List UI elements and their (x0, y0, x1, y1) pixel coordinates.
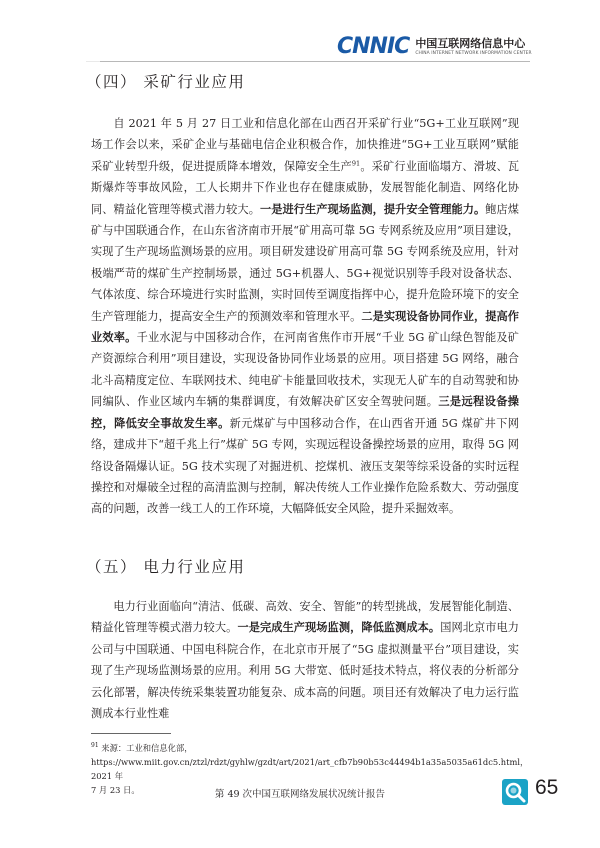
bold-lead: 二是实现设备协同作业，提高作业效率。 (91, 308, 519, 345)
bold-lead: 三是远程设备操控，降低安全事故发生率。 (91, 394, 519, 430)
text-run: 自 2021 年 5 月 27 日工业和信息化部在山西召开采矿行业“5G+工业互联网”现场工作会以来，采矿企业与基础电信企业积极合作，加快推进“5G+工业互联网”赋能采矿业转型升级，促进提质降本增效，保障安全生产 (91, 117, 519, 173)
logo-text: CNNIC (337, 34, 410, 59)
footnote-date: 7 月 23 日。 (91, 784, 140, 795)
footnote-number: 91 (91, 742, 99, 749)
text-run: 千业水泥与中国移动合作，在河南省焦作市开展“千业 5G 矿山绿色智能及矿产资源综合利用”项目建设，实现设备协同作业场景的应用。项目搭建 5G 网络，融合北斗高精度定位、车联网技术、纯电矿卡能量回收技术，实现无人矿车的自动驾驶和协同编队、作业区域内车辆的集群调度，有效解决矿区安全驾驶问题。 (91, 331, 519, 409)
section-title-mining: （四） 采矿行业应用 (86, 73, 246, 91)
footer-report-title: 第 49 次中国互联网络发展状况统计报告 (214, 789, 386, 800)
section-title-power: （五） 电力行业应用 (86, 558, 246, 576)
bold-lead: 一是进行生产现场监测，提升安全管理能力。 (259, 201, 486, 216)
paragraph-power (91, 596, 519, 724)
cnnic-logo (337, 36, 532, 58)
page-header (0, 0, 600, 62)
text-run: 鲍店煤矿与中国联通合作，在山东省济南市开展“矿用高可靠 5G 专网系统及应用”项目建设，实现了生产现场监测场景的应用。项目研发建设矿用高可靠 5G 专网系统及应用，针对极端严苛的煤矿生产控制场景，通过 5G+机器人、5G+视觉识别等手段对设备状态、气体浓度、综合环境进行实时监测，实时回传至调度指挥中心，提升危险环境下的安全生产管理能力，提高安全生产的预测效率和管理水平。 (91, 202, 519, 323)
text-run: 新元煤矿与中国移动合作，在山西省开通 5G 煤矿井下网络，建成井下“超千兆上行”煤矿 5G 专网，实现远程设备操控场景的应用，取得 5G 网络设备隔爆认证。5G 技术实现了对掘进机、挖煤机、液压支架等综采设备的实时远程操控和对爆破全过程的高清监测与控制，解决传统人工作业操作危险系数大、劳动强度高的问题，改善一线工人的工作环境，大幅降低安全风险，提升采掘效率。 (91, 416, 519, 516)
footnote-source: 来源：工业和信息化部， (98, 742, 193, 753)
org-name-cn: 中国互联网络信息中心 (415, 37, 526, 50)
paragraph-mining (91, 113, 519, 520)
header-divider (100, 61, 530, 62)
footnote-url: https://www.miit.gov.cn/ztzl/rdzt/gyhlw/gzdt/art/2021/art_cfb7b90b53c44494b1a35a5035a61dc5.html，2021 年 (91, 756, 529, 781)
org-name-en: CHINA INTERNET NETWORK INFORMATION CENTER (415, 51, 532, 56)
footnote-divider (91, 733, 171, 734)
logo-org-names (415, 38, 531, 57)
text-run: 国网北京市电力公司与中国联通、中国电科院合作，在北京市开展了“5G 虚拟测量平台”项目建设，实现了生产现场监测场景的应用。利用 5G 大带宽、低时延技术特点，将仪表的分析部分云化部署，解决传统采集装置功能复杂、成本高的问题。项目还有效解决了电力运行监测成本行业性难 (91, 621, 519, 721)
text-run: 电力行业面临向“清洁、低碳、高效、安全、智能”的转型挑战，发展智能化制造、精益化管理等模式潜力较大。 (91, 600, 519, 635)
bold-lead: 一是完成生产现场监测，降低监测成本。 (237, 620, 441, 635)
footnote-ref: 91 (351, 159, 361, 168)
search-magnifier-icon (502, 779, 528, 805)
page-number: 65 (535, 776, 559, 799)
text-run: 。采矿行业面临塌方、滑坡、瓦斯爆炸等事故风险，工人长期井下作业也存在健康威胁，发展智能化制造、网络化协同、精益化管理等模式潜力较大。 (91, 159, 519, 216)
